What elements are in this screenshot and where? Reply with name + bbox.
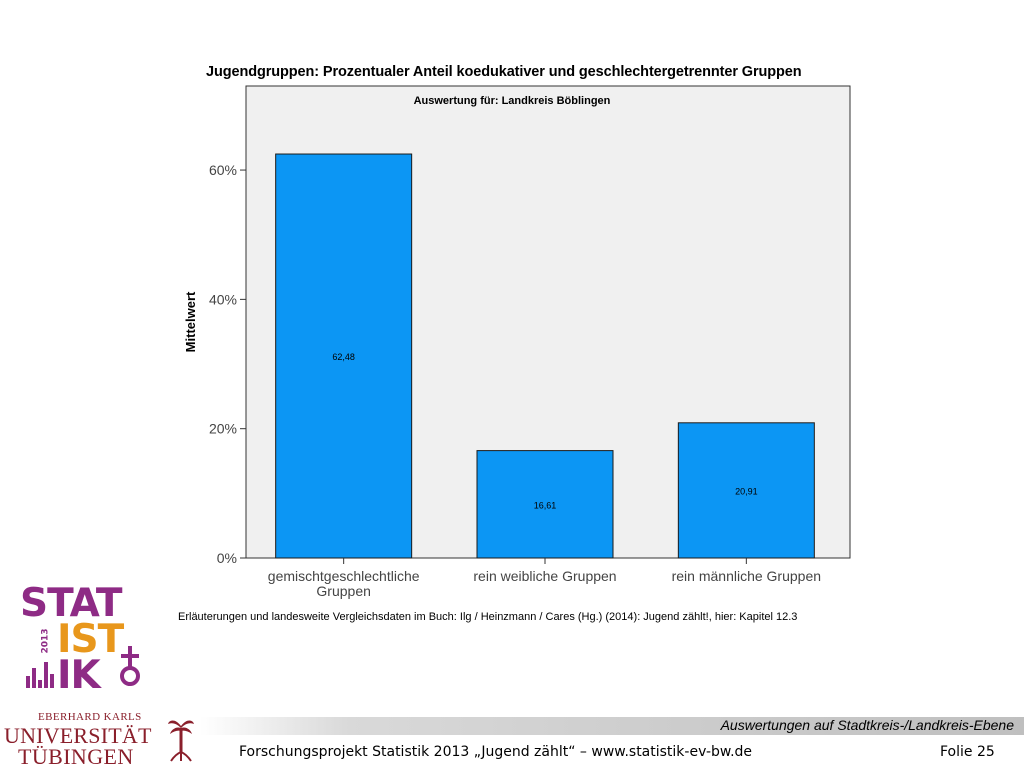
- statistik-logo: [20, 581, 140, 698]
- university-name-line3: TÜBINGEN: [18, 744, 134, 769]
- y-tick-label: 40%: [208, 291, 237, 308]
- logo-text-ik: IK: [57, 653, 100, 698]
- y-tick-label: 0%: [216, 550, 237, 566]
- footer-project-text: Forschungsprojekt Statistik 2013 „Jugend zählt“ – www.statistik-ev-bw.de: [239, 744, 753, 760]
- logo-text-ist: IST: [57, 617, 124, 662]
- bar-data-label: 20,91: [735, 486, 758, 497]
- university-name-line1: EBERHARD KARLS: [38, 711, 142, 723]
- x-tick-label: rein männliche Gruppen: [671, 568, 822, 584]
- bar-data-label: 62,48: [332, 352, 355, 363]
- bar-data-label: 16,61: [533, 500, 557, 511]
- university-name-line2: UNIVERSITÄT: [4, 723, 152, 748]
- footer-section-title: Auswertungen auf Stadtkreis-/Landkreis-Ebene: [720, 717, 1014, 733]
- logo-bars-icon: [26, 658, 54, 688]
- y-axis-label: Mittelwert: [183, 291, 198, 353]
- chart-title: Jugendgruppen: Prozentualer Anteil koedukativer und geschlechtergetrennter Gruppen: [206, 64, 802, 80]
- palm-tree-crest-icon: [166, 714, 196, 762]
- chart-subtitle: Auswertung für: Landkreis Böblingen: [413, 95, 611, 107]
- x-tick-label: gemischtgeschlechtliche Gruppen: [267, 568, 420, 599]
- university-logo: [4, 706, 154, 768]
- y-tick-label: 60%: [208, 162, 237, 179]
- footer-page-number: Folie 25: [940, 744, 995, 760]
- footer-section-band: [200, 717, 1024, 735]
- chart-note: Erläuterungen und landesweite Vergleichsdaten im Buch: Ilg / Heinzmann / Cares (Hg.) (2014): Jugend zählt!, hier: Kapitel 12.3: [178, 611, 798, 623]
- x-tick-label: rein weibliche Gruppen: [473, 568, 617, 584]
- y-tick-label: 20%: [208, 420, 237, 437]
- logo-text-stat: STAT: [20, 581, 122, 626]
- logo-year: 2013: [40, 628, 51, 654]
- female-symbol-icon: [118, 642, 142, 690]
